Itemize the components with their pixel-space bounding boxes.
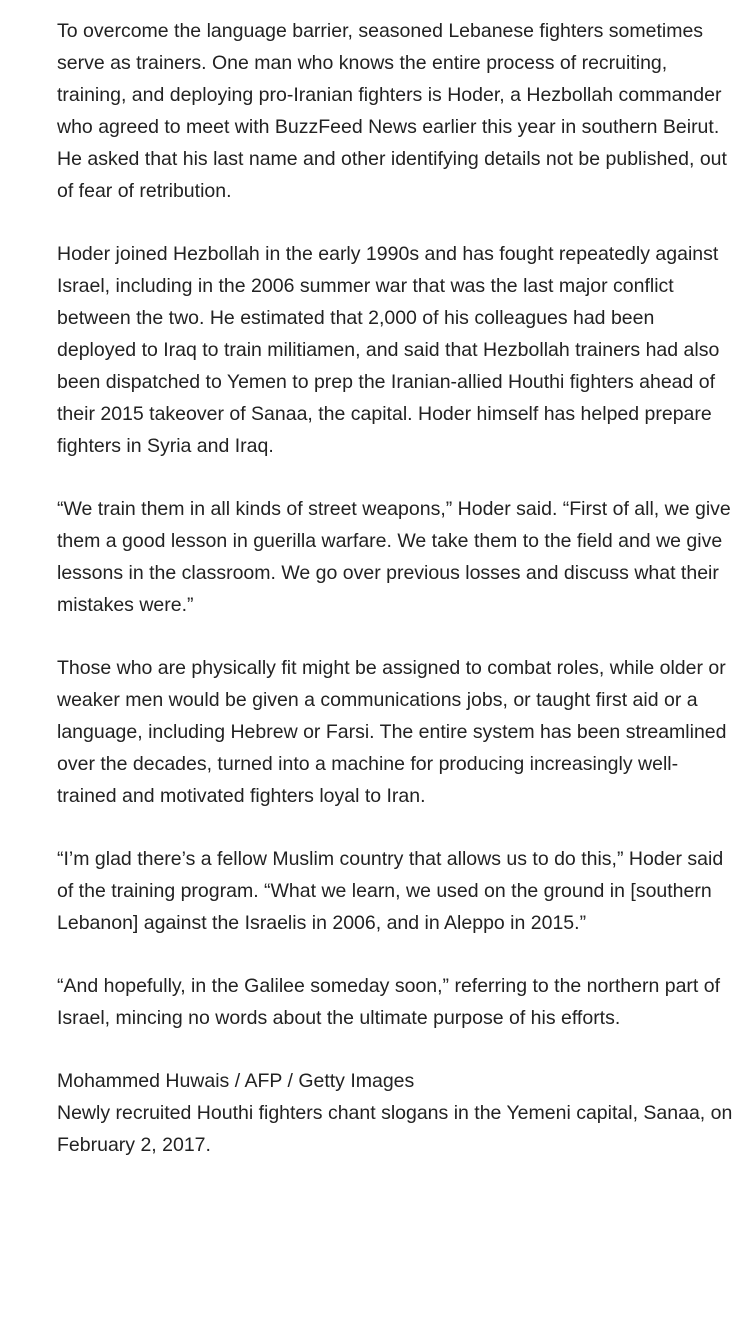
paragraph-training-quote: “We train them in all kinds of street weapons,” Hoder said. “First of all, we give them a good lesson in guerilla warfare. We take them to the field and we give lessons in the classroom. We go over previous losses and discuss what their mistakes were.” (57, 498, 731, 616)
paragraph-role-assignment: Those who are physically fit might be assigned to combat roles, while older or weaker men would be given a communications jobs, or taught first aid or a language, including Hebrew or Farsi. The entire system has been streamlined over the decades, turned into a machine for producing increasingly well-trained and motivated fighters loyal to Iran. (57, 657, 727, 807)
paragraph-muslim-country-quote: “I’m glad there’s a fellow Muslim country that allows us to do this,” Hoder said of the training program. “What we learn, we used on the ground in [southern Lebanon] against the Israelis in 2006, and in Aleppo in 2015.” (57, 848, 724, 934)
paragraph-language-barrier: To overcome the language barrier, seasoned Lebanese fighters sometimes serve as trainers. One man who knows the entire process of recruiting, training, and deploying pro-Iranian fighters is Hoder, a Hezbollah commander who agreed to meet with BuzzFeed News earlier this year in southern Beirut. He asked that his last name and other identifying details not be published, out of fear of retribution. (57, 20, 727, 202)
photo-credit-block (57, 1065, 733, 1161)
photo-caption: Newly recruited Houthi fighters chant slogans in the Yemeni capital, Sanaa, on February 2, 2017. (57, 1102, 733, 1156)
paragraph-galilee-quote: “And hopefully, in the Galilee someday soon,” referring to the northern part of Israel, mincing no words about the ultimate purpose of his efforts. (57, 975, 721, 1029)
article-body (57, 15, 733, 1161)
photo-credit: Mohammed Huwais / AFP / Getty Images (57, 1070, 415, 1092)
paragraph-hoder-background: Hoder joined Hezbollah in the early 1990s and has fought repeatedly against Israel, including in the 2006 summer war that was the last major conflict between the two. He estimated that 2,000 of his colleagues had been deployed to Iraq to train militiamen, and said that Hezbollah trainers had also been dispatched to Yemen to prep the Iranian-allied Houthi fighters ahead of their 2015 takeover of Sanaa, the capital. Hoder himself has helped prepare fighters in Syria and Iraq. (57, 243, 720, 457)
